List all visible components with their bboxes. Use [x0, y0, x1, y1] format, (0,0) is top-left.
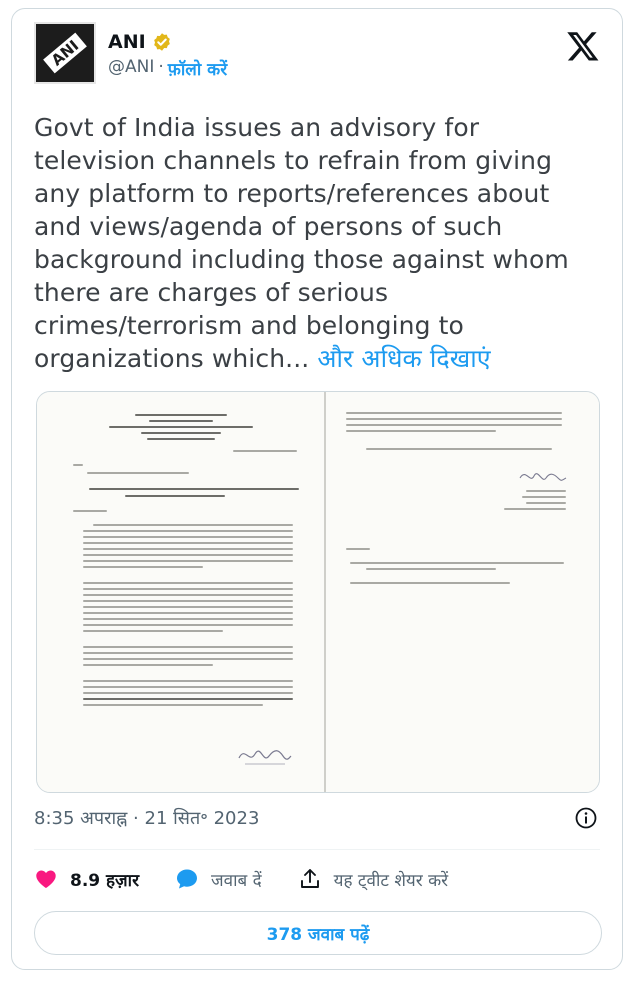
x-logo-icon[interactable] — [566, 29, 600, 63]
like-count: 8.9 हज़ार — [70, 870, 140, 891]
handle-row — [108, 57, 227, 80]
show-more-link[interactable]: और अधिक दिखाएं — [317, 344, 491, 373]
read-replies-button[interactable]: 378 जवाब पढ़ें — [34, 911, 602, 955]
speech-bubble-icon — [175, 867, 199, 891]
tweet-card — [11, 8, 623, 970]
signature-image — [235, 740, 295, 770]
heart-icon — [34, 867, 58, 891]
like-button[interactable] — [34, 867, 139, 891]
reply-button[interactable] — [175, 867, 262, 891]
signature-image-2 — [516, 462, 570, 488]
avatar[interactable] — [34, 22, 96, 84]
author-name-row[interactable] — [108, 31, 172, 53]
share-button[interactable] — [298, 867, 448, 891]
verified-badge-icon — [152, 32, 172, 52]
author-name[interactable]: ANI — [108, 31, 146, 53]
svg-text:ANI: ANI — [47, 36, 83, 70]
share-upload-icon — [298, 867, 322, 891]
reply-label: जवाब दें — [211, 870, 262, 891]
tweet-body: Govt of India issues an advisory for television channels to refrain from giving any platform to reports/references about and views/agenda of persons of such background including those against whom there are charges of serious crimes/terrorism and belonging to organizations which... — [34, 113, 569, 373]
follow-button[interactable]: फ़ॉलो करें — [167, 60, 228, 80]
tweet-actions — [34, 861, 484, 897]
divider — [34, 849, 600, 850]
separator: · — [158, 57, 164, 77]
ani-logo-icon — [36, 24, 94, 82]
tweet-media-image[interactable] — [36, 391, 600, 793]
share-label: यह ट्वीट शेयर करें — [333, 870, 449, 891]
author-handle[interactable]: @ANI — [108, 57, 155, 77]
tweet-timestamp[interactable]: 8:35 अपराह्न · 21 सित॰ 2023 — [34, 808, 260, 829]
info-icon[interactable] — [574, 806, 598, 830]
tweet-text — [34, 111, 604, 375]
document-page-right — [326, 392, 600, 792]
document-page-left — [37, 392, 324, 792]
